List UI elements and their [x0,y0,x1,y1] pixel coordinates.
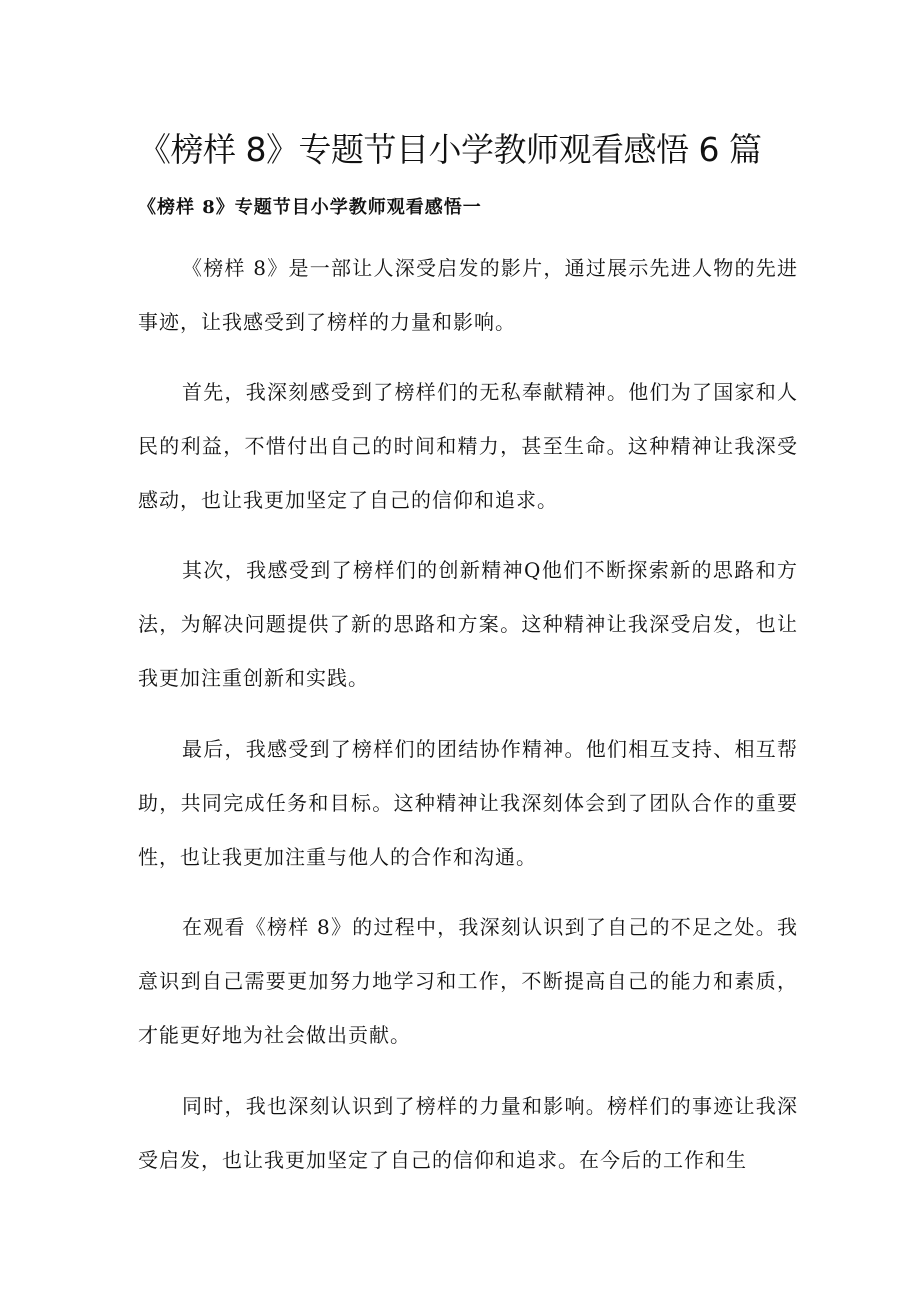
document-title: 《榜样 8》专题节目小学教师观看感悟 6 篇 [138,130,762,169]
paragraph-innovation: 其次，我感受到了榜样们的创新精神Q他们不断探索新的思路和方法，为解决问题提供了新的思路和方案。这种精神让我深受启发，也让我更加注重创新和实践。 [138,558,798,690]
paragraph-dedication: 首先，我深刻感受到了榜样们的无私奉献精神。他们为了国家和人民的利益，不惜付出自己的时间和精力，甚至生命。这种精神让我深受感动，也让我更加坚定了自己的信仰和追求。 [138,380,798,512]
section-heading: 《榜样 8》专题节目小学教师观看感悟一 [138,197,482,218]
paragraph-self-reflection: 在观看《榜样 8》的过程中，我深刻认识到了自己的不足之处。我意识到自己需要更加努力地学习和工作，不断提高自己的能力和素质，才能更好地为社会做出贡献。 [138,915,798,1047]
paragraph-teamwork: 最后，我感受到了榜样们的团结协作精神。他们相互支持、相互帮助，共同完成任务和目标。这种精神让我深刻体会到了团队合作的重要性，也让我更加注重与他人的合作和沟通。 [138,737,798,869]
paragraph-influence: 同时，我也深刻认识到了榜样的力量和影响。榜样们的事迹让我深受启发，也让我更加坚定了自己的信仰和追求。在今后的工作和生 [138,1094,798,1172]
paragraph-intro: 《榜样 8》是一部让人深受启发的影片，通过展示先进人物的先进事迹，让我感受到了榜样的力量和影响。 [138,256,798,334]
